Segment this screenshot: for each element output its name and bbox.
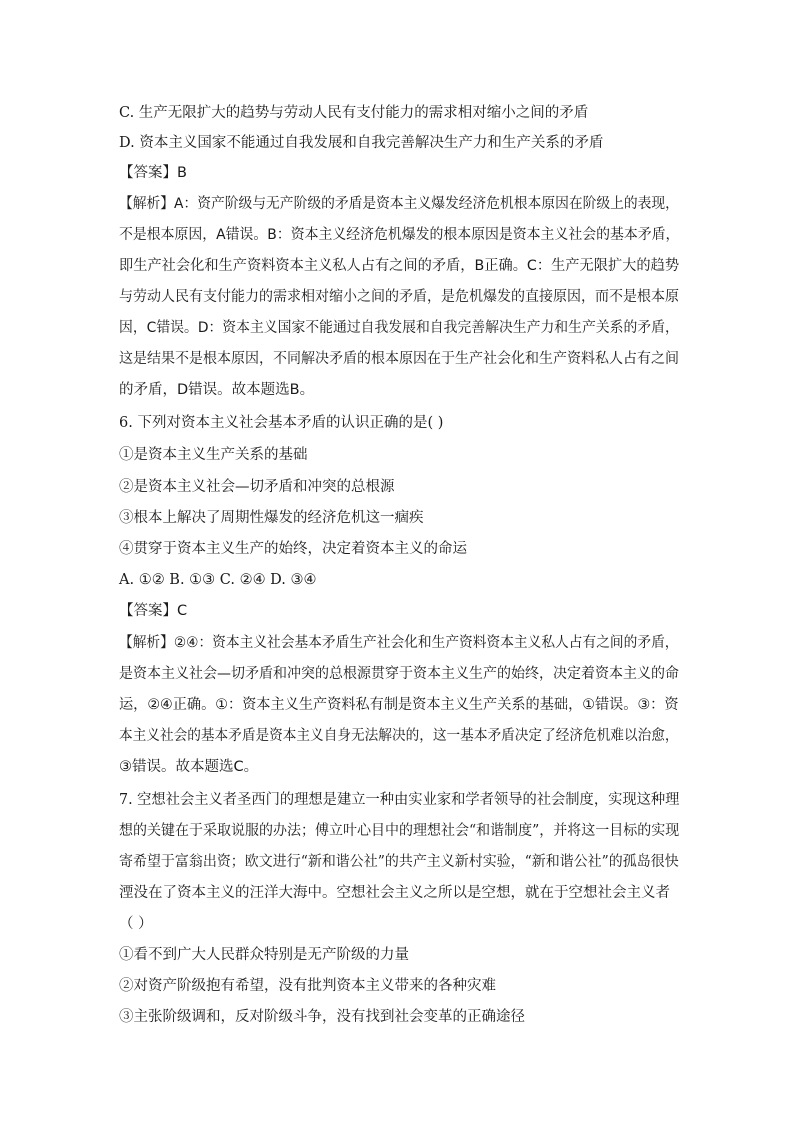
option-d: D. 资本主义国家不能通过自我发展和自我完善解决生产力和生产关系的矛盾 bbox=[119, 135, 604, 151]
question-stem: 想的关键在于采取说服的办法；傅立叶心目中的理想社会“和谐制度”，并将这一目标的实现 bbox=[119, 823, 680, 839]
question-stem: 寄希望于富翁出资；欧文进行“新和谐公社”的共产主义新村实验，“新和谐公社”的孤岛很快 bbox=[119, 854, 679, 870]
question-item: ①看不到广大人民群众特别是无产阶级的力量 bbox=[119, 947, 409, 963]
answer-blank: （ ） bbox=[119, 916, 153, 932]
analysis-line: 运，②④正确。①：资本主义生产资料私有制是资本主义生产关系的基础，①错误。③：资 bbox=[119, 697, 679, 713]
question-stem: 6. 下列对资本主义社会基本矛盾的认识正确的是( ) bbox=[119, 415, 444, 431]
question-item: ②对资产阶级抱有希望，没有批判资本主义带来的各种灾难 bbox=[119, 978, 496, 994]
question-item: ①是资本主义生产关系的基础 bbox=[119, 447, 308, 463]
analysis-line: 是资本主义社会—切矛盾和冲突的总根源贯穿于资本主义生产的始终，决定着资本主义的命 bbox=[119, 666, 679, 682]
question-item: ④贯穿于资本主义生产的始终，决定着资本主义的命运 bbox=[119, 541, 467, 557]
analysis-line: 这是结果不是根本原因，不同解决矛盾的根本原因在于生产社会化和生产资料私人占有之间 bbox=[119, 351, 679, 367]
analysis-line: 【解析】②④：资本主义社会基本矛盾生产社会化和生产资料资本主义私人占有之间的矛盾， bbox=[119, 635, 679, 651]
analysis-line: 本主义社会的基本矛盾是资本主义自身无法解决的，这一基本矛盾决定了经济危机难以治愈， bbox=[119, 728, 679, 744]
answer-label: 【答案】C bbox=[119, 603, 188, 619]
question-stem: 湮没在了资本主义的汪洋大海中。空想社会主义之所以是空想，就在于空想社会主义者 bbox=[119, 885, 670, 901]
question-stem: 7. 空想社会主义者圣西门的理想是建立一种由实业家和学者领导的社会制度，实现这种理 bbox=[119, 792, 680, 808]
analysis-line: 【解析】A：资产阶级与无产阶级的矛盾是资本主义爆发经济危机根本原因在阶级上的表现， bbox=[119, 196, 679, 212]
question-options: A. ①② B. ①③ C. ②④ D. ③④ bbox=[119, 572, 317, 588]
analysis-line: 不是根本原因，A错误。B：资本主义经济危机爆发的根本原因是资本主义社会的基本矛盾， bbox=[119, 227, 680, 243]
analysis-line: 即生产社会化和生产资料资本主义私人占有之间的矛盾，B正确。C：生产无限扩大的趋势 bbox=[119, 258, 680, 274]
option-c: C. 生产无限扩大的趋势与劳动人民有支付能力的需求相对缩小之间的矛盾 bbox=[119, 105, 589, 121]
analysis-line: ③错误。故本题选C。 bbox=[119, 759, 259, 775]
answer-label: 【答案】B bbox=[119, 165, 187, 181]
question-item: ③主张阶级调和，反对阶级斗争，没有找到社会变革的正确途径 bbox=[119, 1009, 525, 1025]
question-item: ②是资本主义社会—切矛盾和冲突的总根源 bbox=[119, 479, 395, 495]
question-item: ③根本上解决了周期性爆发的经济危机这一痼疾 bbox=[119, 510, 424, 526]
analysis-line: 与劳动人民有支付能力的需求相对缩小之间的矛盾，是危机爆发的直接原因，而不是根本原 bbox=[119, 289, 679, 305]
analysis-line: 因，C错误。D：资本主义国家不能通过自我发展和自我完善解决生产力和生产关系的矛盾， bbox=[119, 320, 679, 336]
analysis-line: 的矛盾，D错误。故本题选B。 bbox=[119, 382, 315, 398]
